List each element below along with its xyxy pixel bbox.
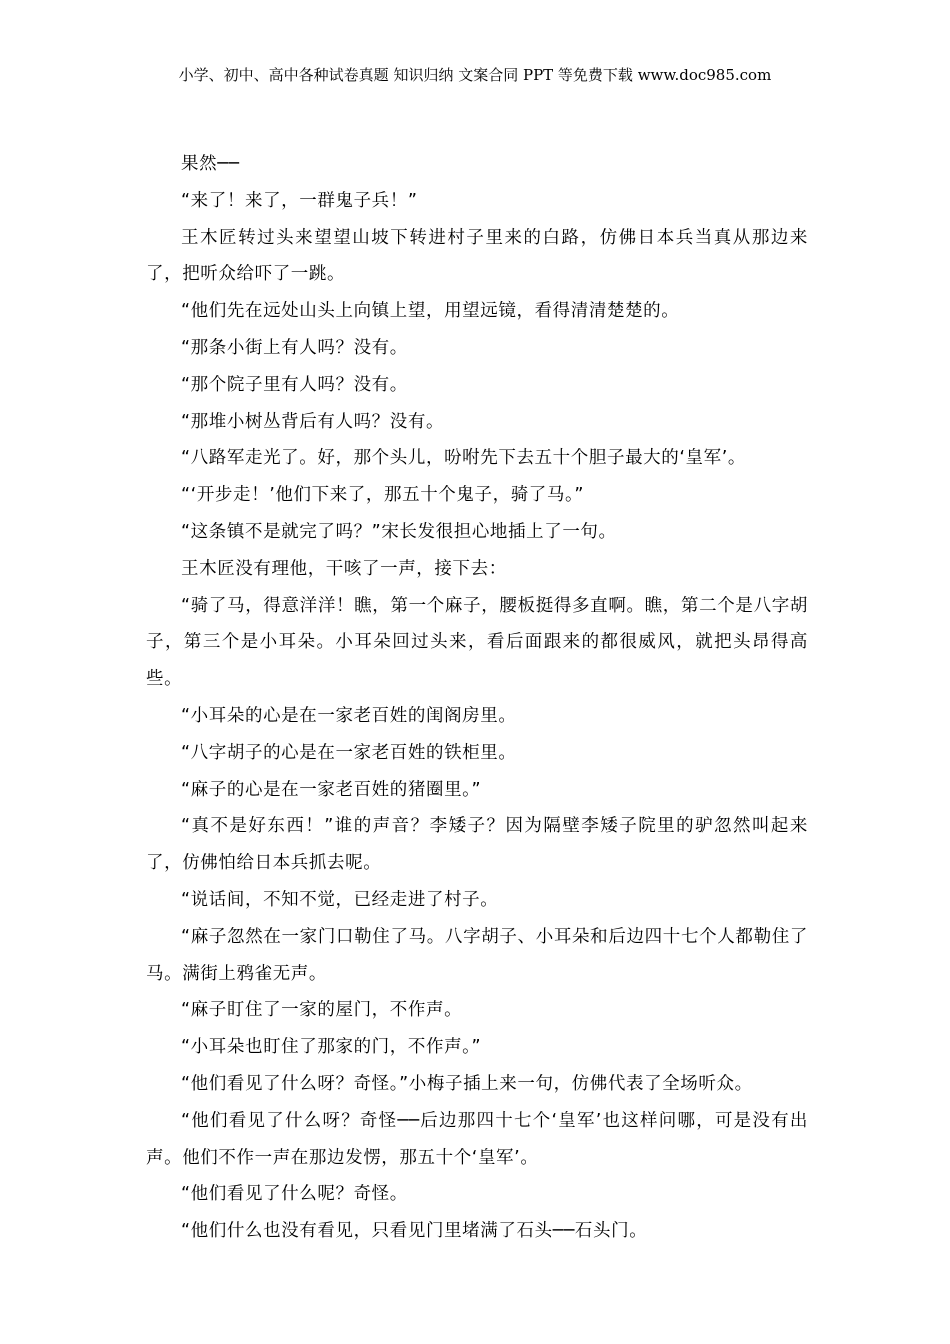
paragraph: “他们看见了什么呀？奇怪──后边那四十七个‘皇军’也这样问哪，可是没有出声。他们不作一声在那边发愣，那五十个‘皇军’。 <box>146 1110 808 1168</box>
paragraph: “那个院子里有人吗？没有。 <box>181 374 408 395</box>
paragraph: “骑了马，得意洋洋！瞧，第一个麻子，腰板挺得多直啊。瞧，第二个是八字胡子，第三个是小耳朵。小耳朵回过头来，看后面跟来的都很威风，就把头昂得高些。 <box>146 595 808 690</box>
page-header: 小学、初中、高中各种试卷真题 知识归纳 文案合同 PPT 等免费下载 www.doc985.com <box>178 66 772 84</box>
paragraph: “来了！来了，一群鬼子兵！” <box>181 190 418 211</box>
paragraph: 王木匠转过头来望望山坡下转进村子里来的白路，仿佛日本兵当真从那边来了，把听众给吓了一跳。 <box>146 227 808 285</box>
paragraph: “小耳朵的心是在一家老百姓的闺阁房里。 <box>181 705 517 726</box>
paragraph: 果然── <box>181 154 240 174</box>
paragraph: “说话间，不知不觉，已经走进了村子。 <box>181 889 499 910</box>
paragraph: “这条镇不是就完了吗？”宋长发很担心地插上了一句。 <box>181 521 617 542</box>
paragraph: 王木匠没有理他，干咳了一声，接下去： <box>181 558 507 579</box>
paragraph: “真不是好东西！”谁的声音？李矮子？因为隔壁李矮子院里的驴忽然叫起来了，仿佛怕给日本兵抓去呢。 <box>146 816 808 874</box>
paragraph: “他们看见了什么呀？奇怪。”小梅子插上来一句，仿佛代表了全场听众。 <box>181 1073 753 1094</box>
paragraph: “麻子忽然在一家门口勒住了马。八字胡子、小耳朵和后边四十七个人都勒住了马。满街上鸦雀无声。 <box>146 926 808 984</box>
paragraph: “八路军走光了。好，那个头儿，吩咐先下去五十个胆子最大的‘皇军’。 <box>181 448 746 469</box>
paragraph: “麻子的心是在一家老百姓的猪圈里。” <box>181 779 482 800</box>
paragraph: “麻子盯住了一家的屋门，不作声。 <box>181 1000 463 1021</box>
document-body <box>146 146 808 1250</box>
paragraph: “他们看见了什么呢？奇怪。 <box>181 1184 408 1205</box>
paragraph: “那堆小树丛背后有人吗？没有。 <box>181 411 445 432</box>
paragraph: “八字胡子的心是在一家老百姓的铁柜里。 <box>181 742 517 763</box>
paragraph: “他们什么也没有看见，只看见门里堵满了石头──石头门。 <box>181 1221 648 1242</box>
paragraph: “他们先在远处山头上向镇上望，用望远镜，看得清清楚楚的。 <box>181 301 680 322</box>
paragraph: “小耳朵也盯住了那家的门，不作声。” <box>181 1037 482 1058</box>
paragraph: “那条小街上有人吗？没有。 <box>181 337 408 358</box>
paragraph: “‘开步走！’他们下来了，那五十个鬼子，骑了马。” <box>181 485 585 506</box>
